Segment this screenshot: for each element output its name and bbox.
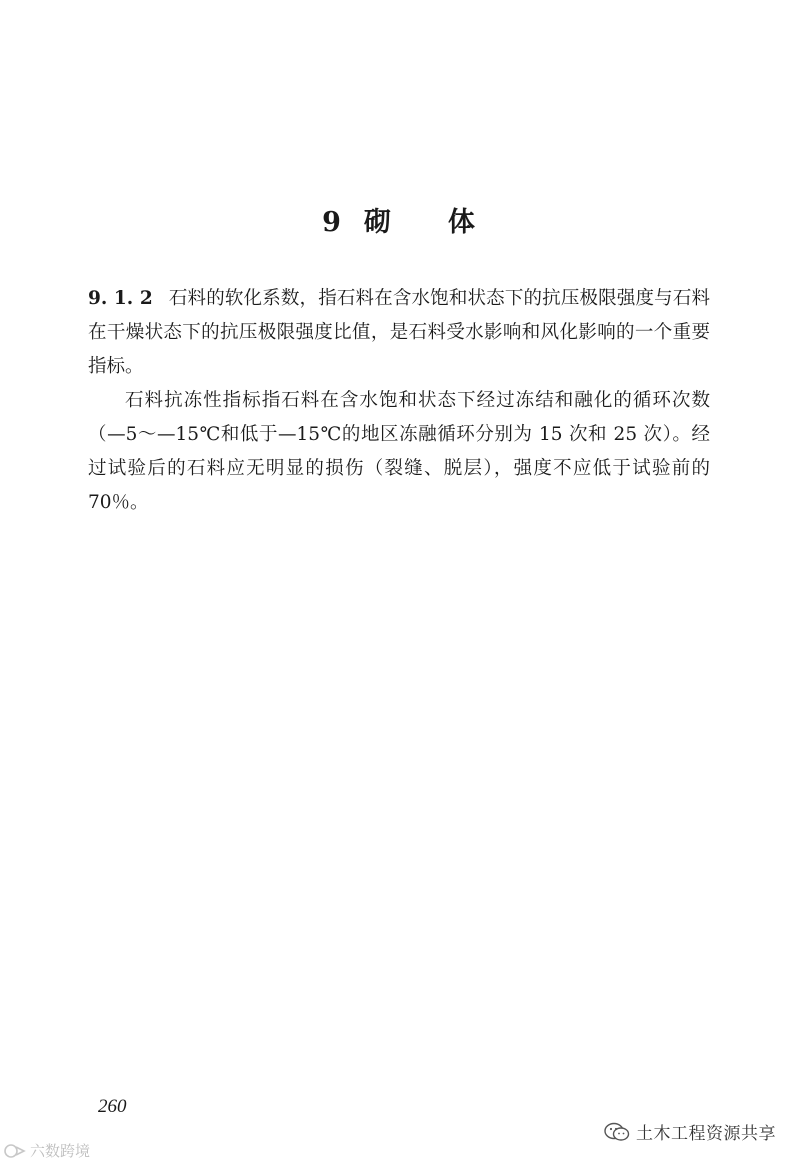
clause-number: 9. 1. 2	[88, 288, 153, 309]
clause-paragraph-2: 石料抗冻性指标指石料在含水饱和状态下经过冻结和融化的循环次数（—5～—15℃和低于—15℃的地区冻融循环分别为 15 次和 25 次）。经过试验后的石料应无明显的损伤（裂缝、脱层），强度不应低于试验前的 70％。	[88, 390, 710, 513]
clause-paragraph-1-text: 石料的软化系数，指石料在含水饱和状态下的抗压极限强度与石料在干燥状态下的抗压极限强度比值，是石料受水影响和风化影响的一个重要指标。	[88, 288, 710, 377]
watermark-right	[604, 1119, 776, 1144]
clause-body	[88, 282, 710, 520]
wechat-logo-icon	[604, 1122, 630, 1142]
watermark-left-text: 六数跨境	[30, 1142, 91, 1160]
clause-paragraph-1	[88, 282, 710, 384]
chapter-title	[0, 200, 798, 239]
watermark-left	[4, 1140, 90, 1161]
chapter-number: 9	[322, 207, 342, 238]
chapter-title-char-1: 砌	[363, 207, 392, 238]
brand-logo-icon	[4, 1143, 26, 1159]
chapter-title-char-2: 体	[447, 207, 476, 238]
watermark-right-text: 土木工程资源共享	[636, 1124, 776, 1144]
page-number: 260	[98, 1096, 127, 1117]
